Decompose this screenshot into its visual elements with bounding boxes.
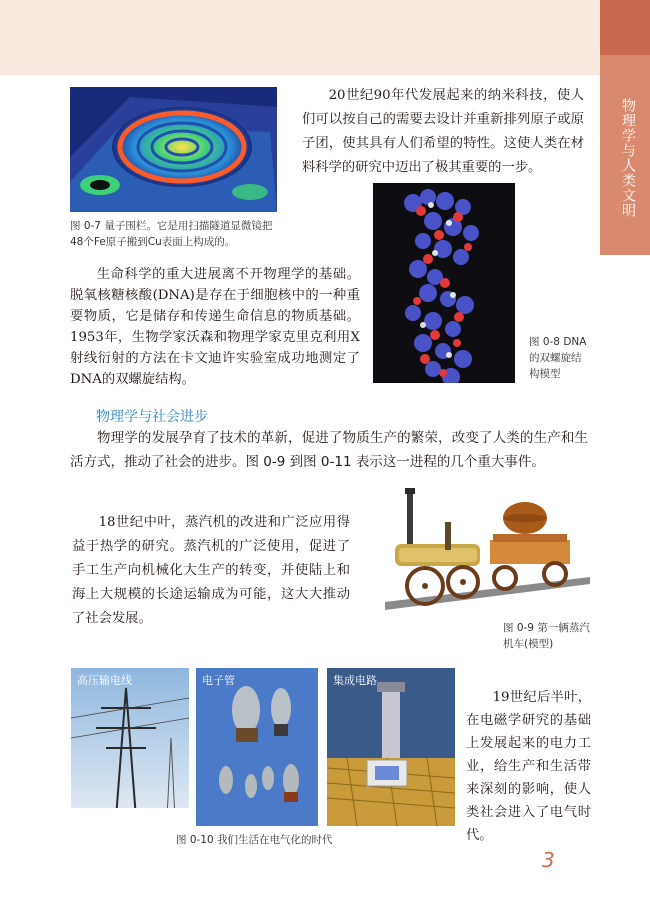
chapter-side-tab-top	[600, 0, 650, 55]
chapter-side-tab-label: 物理学与人类文明	[620, 98, 636, 218]
locomotive-graphic	[385, 482, 590, 612]
dna-model-image	[373, 183, 515, 383]
quantum-corral-image	[70, 87, 277, 212]
power-lines-label: 高压输电线	[77, 674, 132, 687]
section-title: 物理学与社会进步	[96, 409, 208, 425]
page-number: 3	[542, 848, 555, 872]
power-tower-graphic	[71, 668, 189, 826]
vacuum-tubes-graphic	[196, 668, 318, 826]
steam-locomotive-image	[385, 482, 590, 612]
social-progress-paragraph: 物理学的发展孕育了技术的革新，促进了物质生产的繁荣，改变了人类的生产和生活方式，推动了社会的进步。图 0-9 到图 0-11 表示这一进程的几个重大事件。	[70, 430, 588, 470]
vacuum-tubes-photo	[196, 668, 318, 826]
figure-0-9-caption: 图 0-9 第一辆蒸汽机车(模型)	[503, 622, 590, 650]
dna-helix-graphic	[373, 183, 515, 383]
integrated-circuit-graphic	[327, 668, 455, 826]
figure-0-8-caption: 图 0-8 DNA的双螺旋结构模型	[529, 336, 587, 380]
dna-paragraph: 生命科学的重大进展离不开物理学的基础。脱氧核糖核酸(DNA)是存在于细胞核中的一种重要物质，它是储存和传递生命信息的物质基础。1953年，生物学家沃森和物理学家克里克利用X射线衍射的方法在卡文迪许实验室成功地测定了DNA的双螺旋结构。	[70, 267, 360, 387]
power-lines-photo	[71, 668, 189, 826]
figure-0-7-caption: 图 0-7 量子围栏。它是用扫描隧道显微镜把48个Fe原子搬到Cu表面上构成的。	[70, 220, 273, 248]
quantum-corral-graphic	[70, 87, 277, 212]
nanotech-paragraph: 20世纪90年代发展起来的纳米科技，使人们可以按自己的需要去设计并重新排列原子或原子团，使其具有人们希望的特性。这使人类在材料科学的研究中迈出了极其重要的一步。	[302, 88, 584, 175]
vacuum-tubes-label: 电子管	[202, 674, 235, 687]
header-band	[0, 0, 600, 75]
integrated-circuit-photo	[327, 668, 455, 826]
steam-engine-paragraph: 18世纪中叶，蒸汽机的改进和广泛应用得益于热学的研究。蒸汽机的广泛使用，促进了手工生产向机械化大生产的转变，并使陆上和海上大规模的长途运输成为可能，这大大推动了社会发展。	[72, 515, 350, 626]
integrated-circuit-label: 集成电路	[333, 674, 377, 687]
figure-0-10-caption: 图 0-10 我们生活在电气化的时代	[176, 834, 333, 846]
electrical-age-paragraph: 19世纪后半叶，在电磁学研究的基础上发展起来的电力工业，给生产和生活带来深刻的影响，使人类社会进入了电气时代。	[466, 690, 591, 843]
